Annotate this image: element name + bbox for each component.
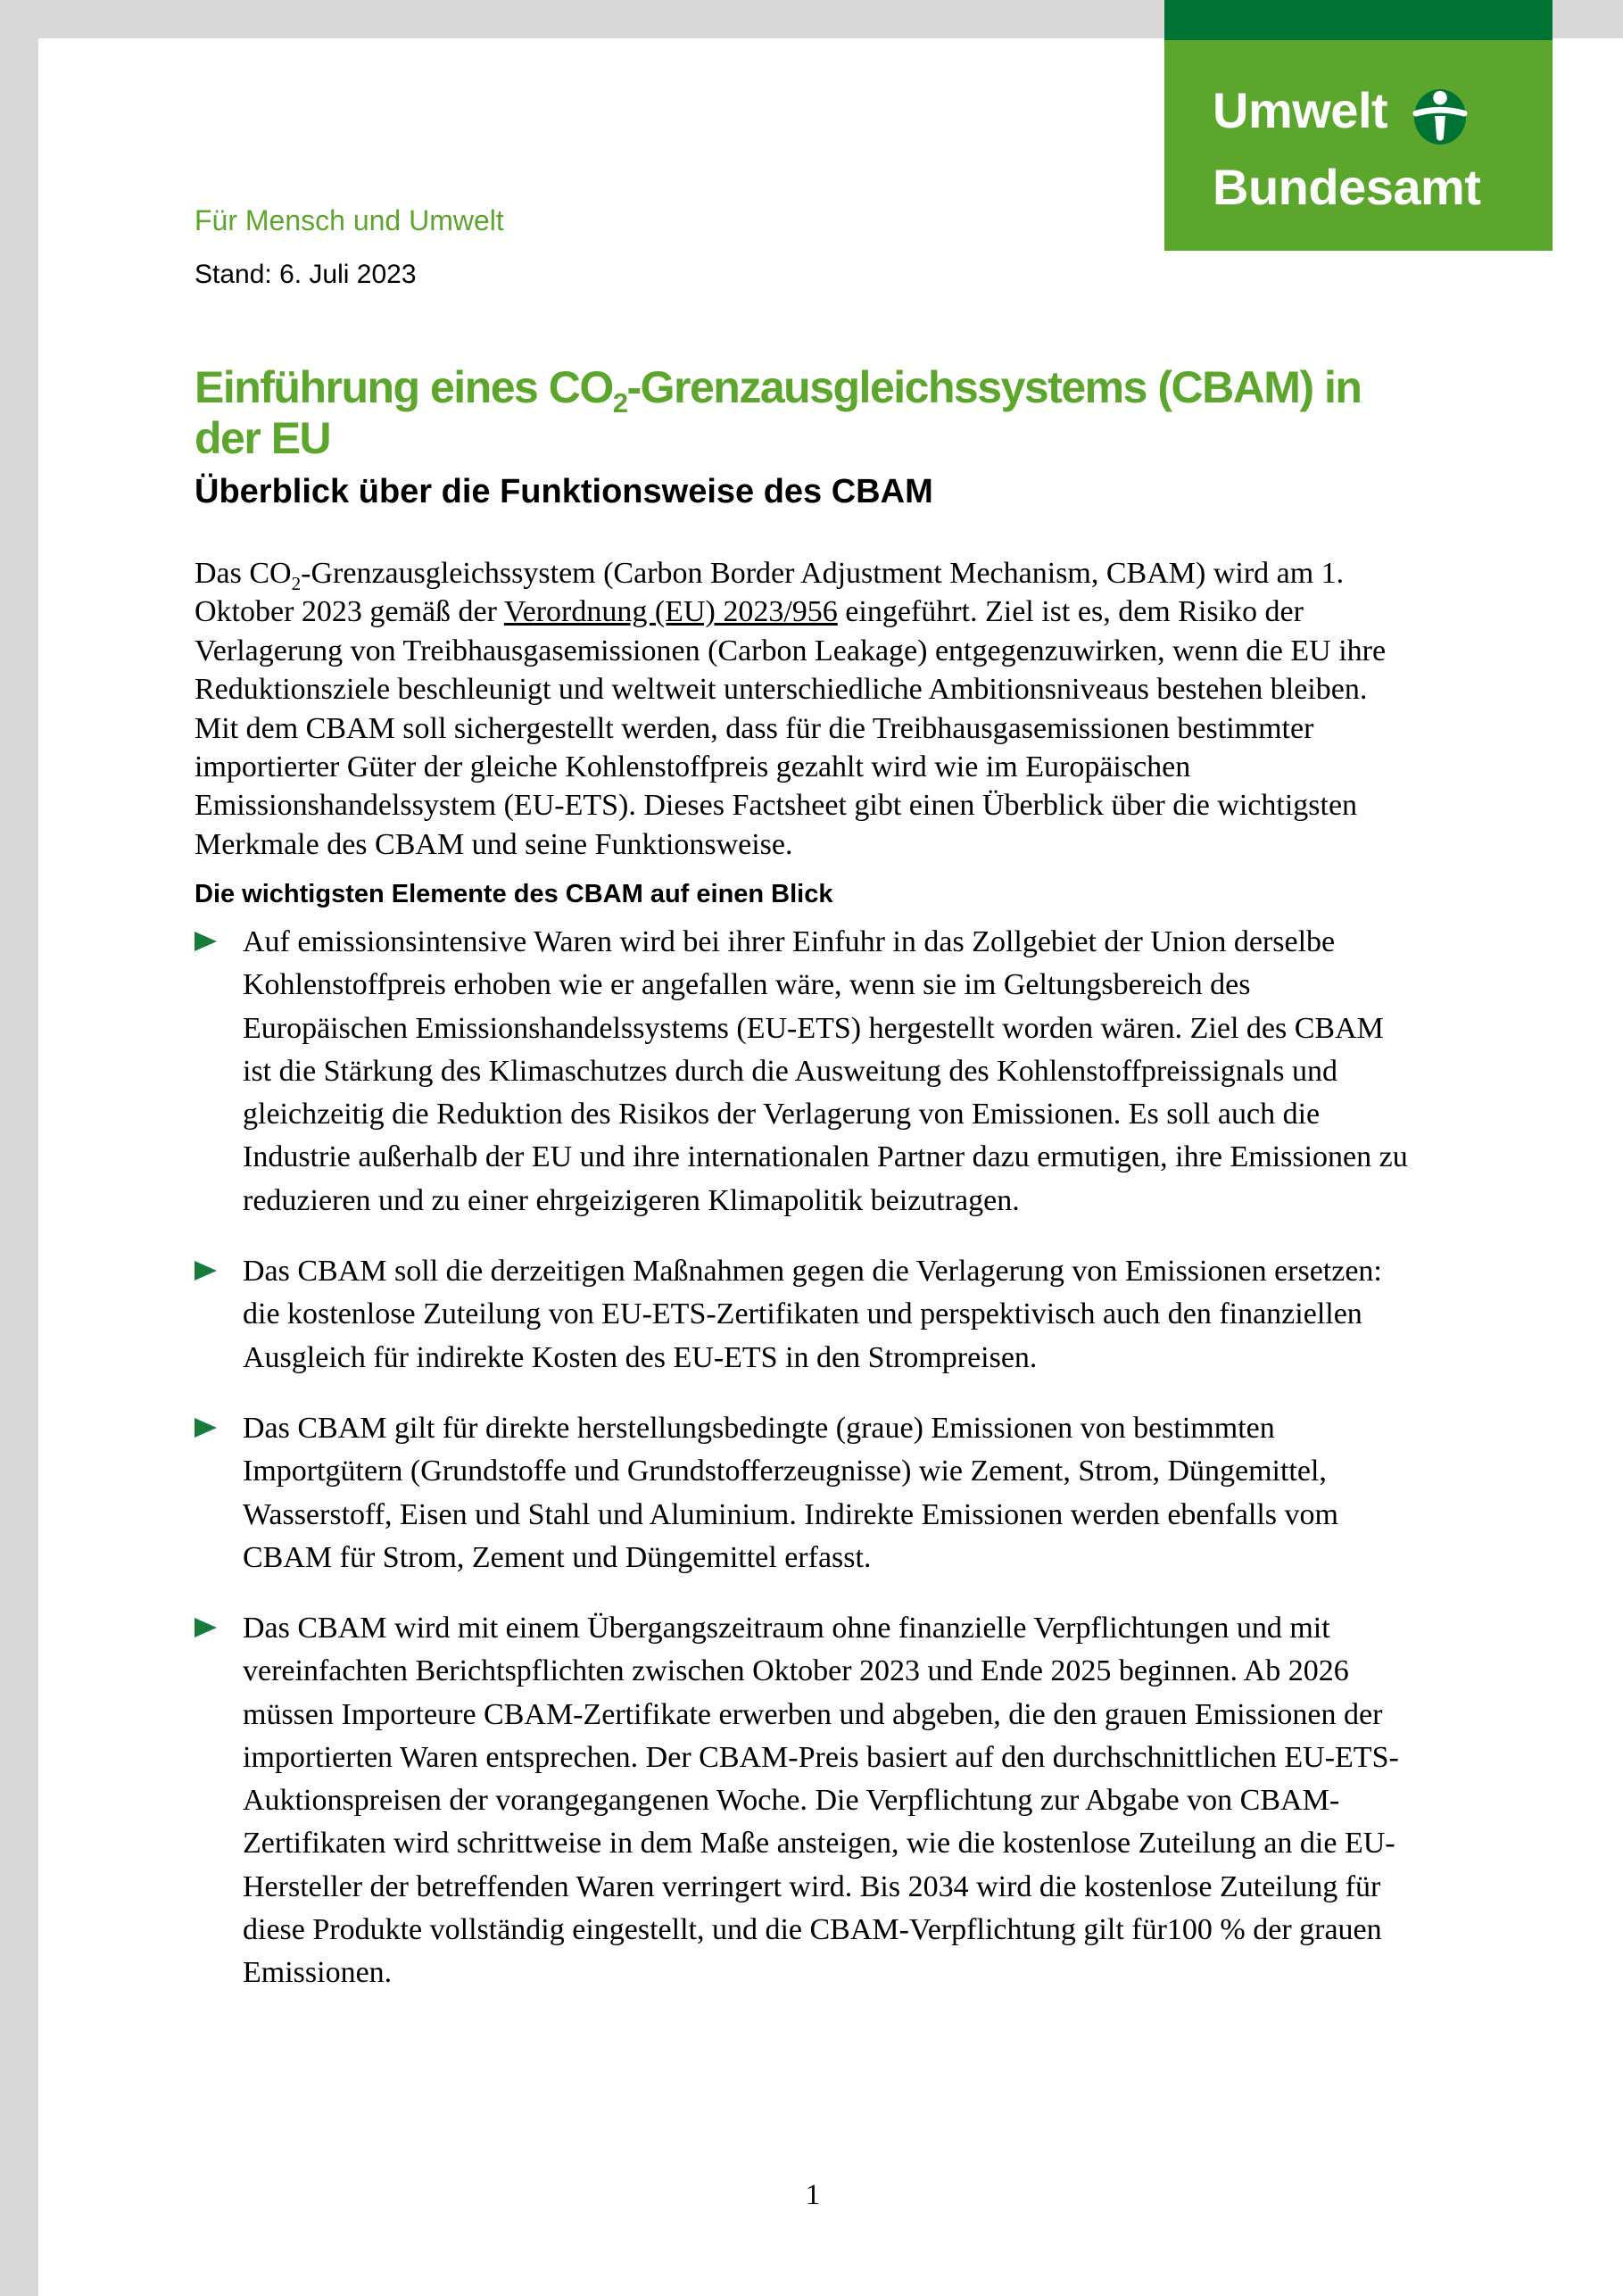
bullet-text: Das CBAM wird mit einem Übergangszeitraum ohne finanzielle Verpflichtungen und mit vereinfachten Berichtspflichten zwischen Oktober 2023 und Ende 2025 beginnen. Ab 2026 müssen Importeure CBAM-Zertifikate erwerben und abgeben, die den grauen Emissionen der importierten Waren entsprechen. Der CBAM-Preis basiert auf den durchschnittlichen EU-ETS-Auktionspreisen der vorangegangenen Woche. Die Verpflichtung zur Abgabe von CBAM-Zertifikaten wird schrittweise in dem Maße ansteigen, wie die kostenlose Zuteilung an die EU-Hersteller der betreffenden Waren verringert wird. Bis 2034 wird die kostenlose Zuteilung für diese Produkte vollständig eingestellt, und die CBAM-Verpflichtung gilt für100 % der grauen Emissionen. xyxy=(243,1612,1399,1990)
logo-word-bundesamt: Bundesamt xyxy=(1213,159,1481,215)
bullet-item xyxy=(195,1607,1435,1995)
logo-word-umwelt: Umwelt xyxy=(1213,82,1388,138)
date-line: Stand: 6. Juli 2023 xyxy=(195,260,417,289)
regulation-link[interactable]: Verordnung (EU) 2023/956 xyxy=(503,595,838,629)
logo-background xyxy=(1164,40,1553,251)
intro-paragraph: Das $CO_2$-Grenzausgleichssystem (Carbon Border Adjustment Mechanism, CBAM) wird am 1. Oktober 2023 gemäß der Verordnung (EU) 2023/956 eingeführt. Ziel ist es, dem Risiko der Verlagerung von Treibhausgasemissionen (Carbon Leakage) entgegenzuwirken, wenn die EU ihre Reduktionsziele beschleunigt und weltweit unterschiedliche Ambitionsniveaus bestehen bleiben. Mit dem CBAM soll sichergestellt werden, dass für die Treibhausgasemissionen bestimmter importierter Güter der gleiche Kohlenstoffpreis gezahlt wird wie im Europäischen Emissionshandelssystem (EU-ETS). Dieses Factsheet gibt einen Überblick über die wichtigsten Merkmale des CBAM und seine Funktionsweise. xyxy=(195,557,1387,861)
logo-top-bar xyxy=(1164,0,1553,40)
page-title: Einführung eines $CO_2$-Grenzausgleichssystems (CBAM) in der EU xyxy=(195,361,1362,463)
bullet-item xyxy=(195,1407,1435,1579)
bullet-text: Das CBAM gilt für direkte herstellungsbedingte (graue) Emissionen von bestimmten Importgütern (Grundstoffe und Grundstofferzeugnisse) wie Zement, Strom, Düngemittel, Wasserstoff, Eisen und Stahl und Aluminium. Indirekte Emissionen werden ebenfalls vom CBAM für Strom, Zement und Düngemittel erfasst. xyxy=(243,1412,1338,1574)
bullet-arrow-icon xyxy=(195,1418,217,1438)
bullet-text: Auf emissionsintensive Waren wird bei ihrer Einfuhr in das Zollgebiet der Union derselbe Kohlenstoffpreis erhoben wie er angefallen wäre, wenn sie im Geltungsbereich des Europäischen Emissionshandelssystems (EU-ETS) hergestellt worden wären. Ziel des CBAM ist die Stärkung des Klimaschutzes durch die Ausweitung des Kohlenstoffpreissignals und gleichzeitig die Reduktion des Risikos der Verlagerung von Emissionen. Es soll auch die Industrie außerhalb der EU und ihre internationalen Partner dazu ermutigen, ihre Emissionen zu reduzieren und zu einer ehrgeizigeren Klimapolitik beizutragen. xyxy=(243,925,1408,1217)
bullet-arrow-icon xyxy=(195,1261,217,1281)
page-subtitle: Überblick über die Funktionsweise des CBAM xyxy=(195,472,933,510)
logo-person-icon xyxy=(1412,86,1468,158)
bullet-text: Das CBAM soll die derzeitigen Maßnahmen gegen die Verlagerung von Emissionen ersetzen: die kostenlose Zuteilung von EU-ETS-Zertifikaten und perspektivisch auch den finanziellen Ausgleich für indirekte Kosten des EU-ETS in den Strompreisen. xyxy=(243,1255,1382,1374)
co2-subscript: 2 xyxy=(612,386,627,419)
bullet-item xyxy=(195,1250,1435,1380)
tagline: Für Mensch und Umwelt xyxy=(195,204,504,236)
bullet-item xyxy=(195,921,1435,1223)
page-number: 1 xyxy=(805,2179,821,2211)
co2-subscript: 2 xyxy=(291,572,302,594)
logo-wordmark xyxy=(1164,40,1553,216)
bullet-arrow-icon xyxy=(195,1618,217,1637)
uba-logo xyxy=(1164,0,1553,251)
bullet-arrow-icon xyxy=(195,932,217,951)
section-heading: Die wichtigsten Elemente des CBAM auf einen Blick xyxy=(195,880,833,908)
